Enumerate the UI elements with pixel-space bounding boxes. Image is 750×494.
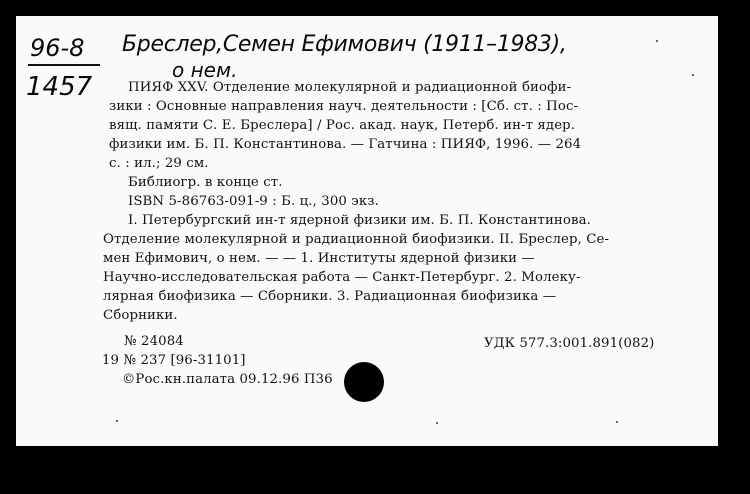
entry-line-4: физики им. Б. П. Константинова. — Гатчина : ПИЯФ, 1996. — 264 bbox=[109, 137, 582, 152]
entry-line-5: с. : ил.; 29 см. bbox=[109, 156, 209, 171]
scan-speck bbox=[116, 420, 118, 422]
copyright-line: ©Рос.кн.палата 09.12.96 П36 bbox=[122, 372, 333, 387]
bibliography-note: Библиогр. в конце ст. bbox=[128, 175, 283, 190]
card-number: № 24084 bbox=[124, 334, 184, 349]
udk-code: УДК 577.3:001.891(082) bbox=[484, 336, 655, 351]
subject-heading-line1: Бреслер,Семен Ефимович (1911–1983), bbox=[122, 32, 567, 57]
subjects-line-6: Сборники. bbox=[103, 308, 178, 323]
isbn-line: ISBN 5-86763-091-9 : Б. ц., 300 экз. bbox=[128, 194, 379, 209]
subject-heading-line2: о нем. bbox=[172, 58, 238, 82]
entry-line-2: зики : Основные направления науч. деятельности : [Сб. ст. : Пос- bbox=[109, 99, 579, 114]
subjects-line-4: Научно-исследовательская работа — Санкт-Петербург. 2. Молеку- bbox=[103, 270, 581, 285]
call-number-underline bbox=[28, 64, 100, 66]
punch-hole bbox=[344, 362, 384, 402]
catalog-card bbox=[16, 16, 718, 446]
subjects-line-2: Отделение молекулярной и радиационной биофизики. II. Бреслер, Се- bbox=[103, 232, 610, 247]
subjects-line-5: лярная биофизика — Сборники. 3. Радиационная биофизика — bbox=[103, 289, 557, 304]
registry-number: 19 № 237 [96-31101] bbox=[102, 353, 246, 368]
subjects-line-3: мен Ефимович, о нем. — — 1. Институты ядерной физики — bbox=[103, 251, 535, 266]
subjects-line-1: I. Петербургский ин-т ядерной физики им. Б. П. Константинова. bbox=[128, 213, 591, 228]
scan-speck bbox=[436, 422, 438, 424]
call-number-bottom: 1457 bbox=[26, 72, 93, 102]
scan-speck bbox=[656, 40, 658, 42]
call-number-top: 96-8 bbox=[30, 34, 85, 62]
entry-line-3: вящ. памяти С. Е. Бреслера] / Рос. акад. наук, Петерб. ин-т ядер. bbox=[109, 118, 576, 133]
scan-speck bbox=[692, 74, 694, 76]
entry-line-1: ПИЯФ XXV. Отделение молекулярной и радиационной биофи- bbox=[128, 80, 572, 95]
scan-speck bbox=[616, 421, 618, 423]
